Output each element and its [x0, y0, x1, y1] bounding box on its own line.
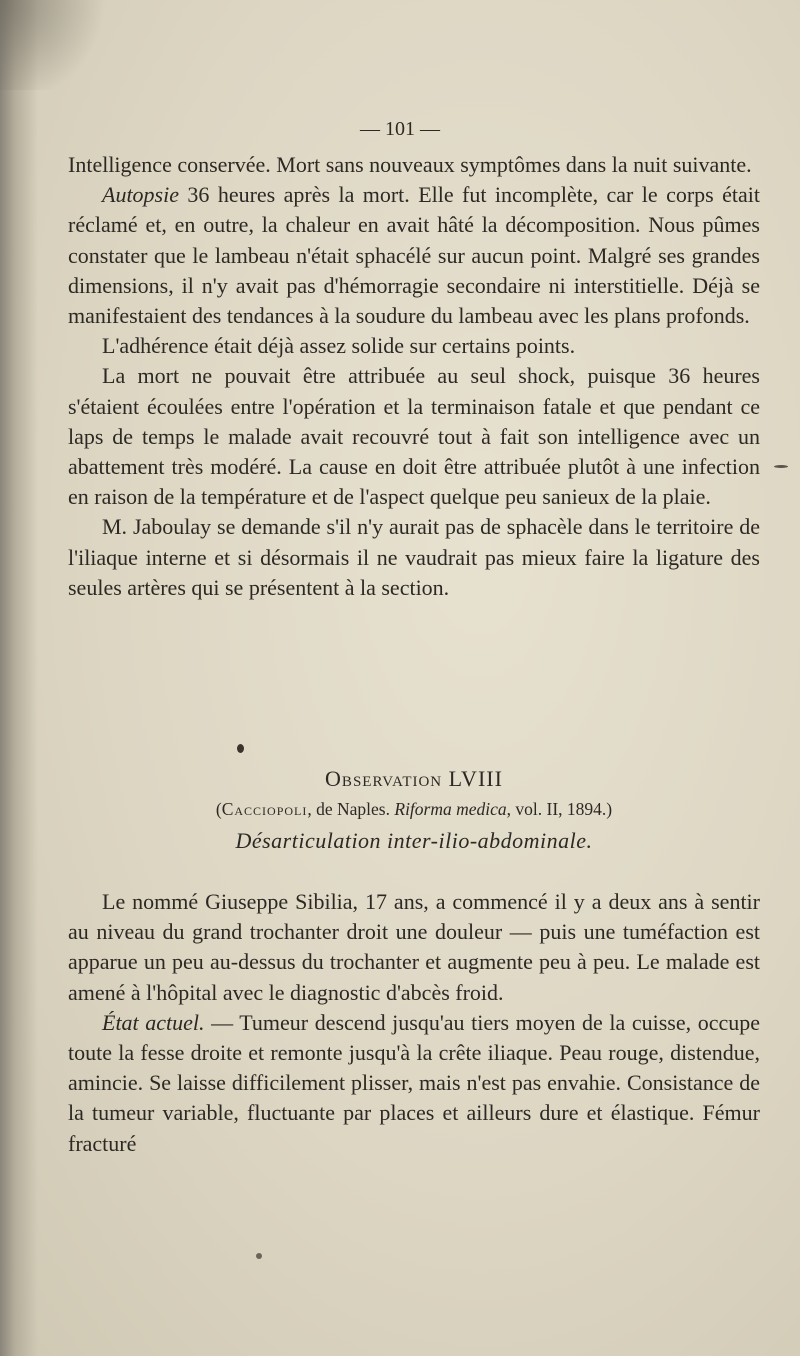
observation-subtitle: Désarticulation inter-ilio-abdominale. — [235, 828, 593, 854]
body-text-2 — [68, 887, 760, 1159]
observation-block — [68, 764, 760, 857]
paragraph-6: Le nommé Giuseppe Sibilia, 17 ans, a commencé il y a deux ans à sentir au niveau du grand trochanter droit une douleur — puis une tuméfaction est apparue un peu au-dessus du trochanter et augmente peu à peu. Le malade est amené à l'hôpital avec le diagnostic d'abcès froid. — [68, 889, 760, 1005]
body-text — [68, 150, 760, 603]
paragraph-7-text: — Tumeur descend jusqu'au tiers moyen de la cuisse, occupe toute la fesse droite et remonte jusqu'à la crête iliaque. Peau rouge, distendue, amincie. Se laisse difficilement plisser, mais n'est pas envahie. Consistance de la tumeur variable, fluctuante par places et ailleurs dure et élastique. Fémur fracturé — [68, 1009, 760, 1156]
paragraph-7 — [68, 1008, 760, 1159]
page-number: — 101 — — [360, 118, 440, 140]
ink-spot — [237, 744, 244, 753]
page-shadow-top — [0, 0, 120, 90]
etat-actuel-lead: État actuel. — [102, 1009, 205, 1035]
page-shadow-left — [0, 0, 38, 1356]
paragraph-2 — [68, 180, 760, 331]
ref-tail: , vol. II, 1894.) — [506, 799, 613, 820]
observation-reference — [68, 794, 760, 824]
paragraph-2-text: 36 heures après la mort. Elle fut incomplète, car le corps était réclamé et, en outre, la chaleur en avait hâté la décomposition. Nous pûmes constater que le lambeau n'était sphacélé sur aucun point. Malgré ses grandes dimensions, il n'y avait pas d'hémorragie secondaire ni interstitielle. Déjà se manifestaient des tendances à la soudure du lambeau avec les plans profonds. — [68, 182, 760, 329]
ref-journal: Riforma medica — [394, 799, 507, 820]
ink-spot — [256, 1253, 262, 1259]
paragraph-5: M. Jaboulay se demande s'il n'y aurait pas de sphacèle dans le territoire de l'iliaque interne et si désormais il ne vaudrait pas mieux faire la ligature des seules artères qui se présentent à la section. — [68, 514, 760, 600]
paragraph-1: Intelligence conservée. Mort sans nouveaux symptômes dans la nuit suivante. — [68, 152, 752, 177]
observation-heading: Observation LVIII — [325, 766, 503, 791]
ref-author: Cacciopoli — [221, 799, 308, 820]
paragraph-4: La mort ne pouvait être attribuée au seul shock, puisque 36 heures s'étaient écoulées entre l'opération et la terminaison fatale et que pendant ce laps de temps le malade avait recouvré tout à fait son intelligence avec un abattement très modéré. La cause en doit être attribuée plutôt à une infection en raison de la température et de l'aspect quelque peu sanieux de la plaie. — [68, 363, 760, 510]
ref-mid: , de Naples. — [307, 799, 395, 820]
paragraph-3: L'adhérence était déjà assez solide sur certains points. — [102, 333, 576, 359]
ref-open: ( — [215, 799, 222, 820]
ink-mark — [774, 465, 788, 468]
autopsie-lead: Autopsie — [102, 182, 179, 208]
